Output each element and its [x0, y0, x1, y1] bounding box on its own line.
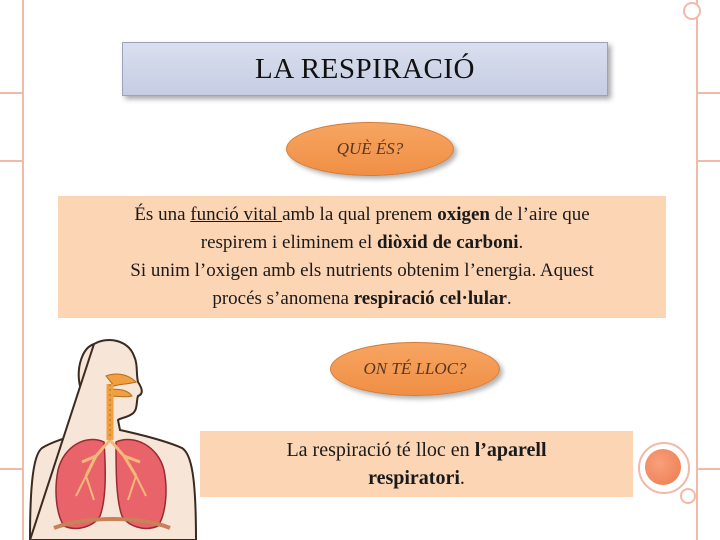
text-run: .	[506, 288, 512, 309]
frame-right-rule-bottom	[696, 468, 720, 470]
definition-box	[58, 196, 666, 318]
frame-left-rule-top	[0, 92, 22, 94]
question-what-is: QUÈ ÉS?	[286, 122, 454, 176]
text-run: amb la qual prenem	[282, 204, 438, 225]
carbon-dioxide-term: diòxid de carboni	[377, 232, 519, 253]
location-box	[200, 431, 633, 497]
text-run: procés s’anomena	[212, 288, 354, 309]
definition-line-2	[201, 229, 523, 257]
question-where: ON TÉ LLOC?	[330, 342, 500, 396]
text-run: La respiració té lloc en	[286, 439, 475, 461]
frame-left-rule-mid	[0, 160, 22, 162]
text-run: .	[518, 232, 524, 253]
location-line-1	[286, 436, 546, 464]
respiratory-system-illustration	[24, 330, 202, 540]
text-run: respirem i eliminem el	[200, 232, 377, 253]
text-run: .	[459, 467, 465, 489]
definition-line-4	[212, 285, 511, 313]
text-run: de l’aire que	[489, 204, 590, 225]
slide-title: LA RESPIRACIÓ	[122, 42, 608, 96]
frame-left-band	[0, 0, 24, 540]
respiratory-term: respiratori	[368, 467, 460, 489]
frame-tiny-ring	[680, 488, 696, 504]
frame-small-ring	[683, 2, 701, 20]
respiratory-system-term: l’aparell	[474, 439, 547, 461]
frame-orange-dot	[645, 449, 681, 485]
frame-right-band	[696, 0, 720, 540]
frame-right-rule-mid	[696, 160, 720, 162]
frame-left-rule-bottom	[0, 468, 22, 470]
location-line-2	[368, 464, 465, 492]
vital-function-term: funció vital	[190, 204, 283, 225]
cellular-respiration-term: respiració cel·lular	[353, 288, 507, 309]
definition-line-3: Si unim l’oxigen amb els nutrients obtenim l’energia. Aquest	[130, 260, 594, 281]
definition-line-1	[134, 201, 589, 229]
oxygen-term: oxigen	[437, 204, 490, 225]
text-run: És una	[134, 204, 191, 225]
frame-right-rule-top	[696, 92, 720, 94]
